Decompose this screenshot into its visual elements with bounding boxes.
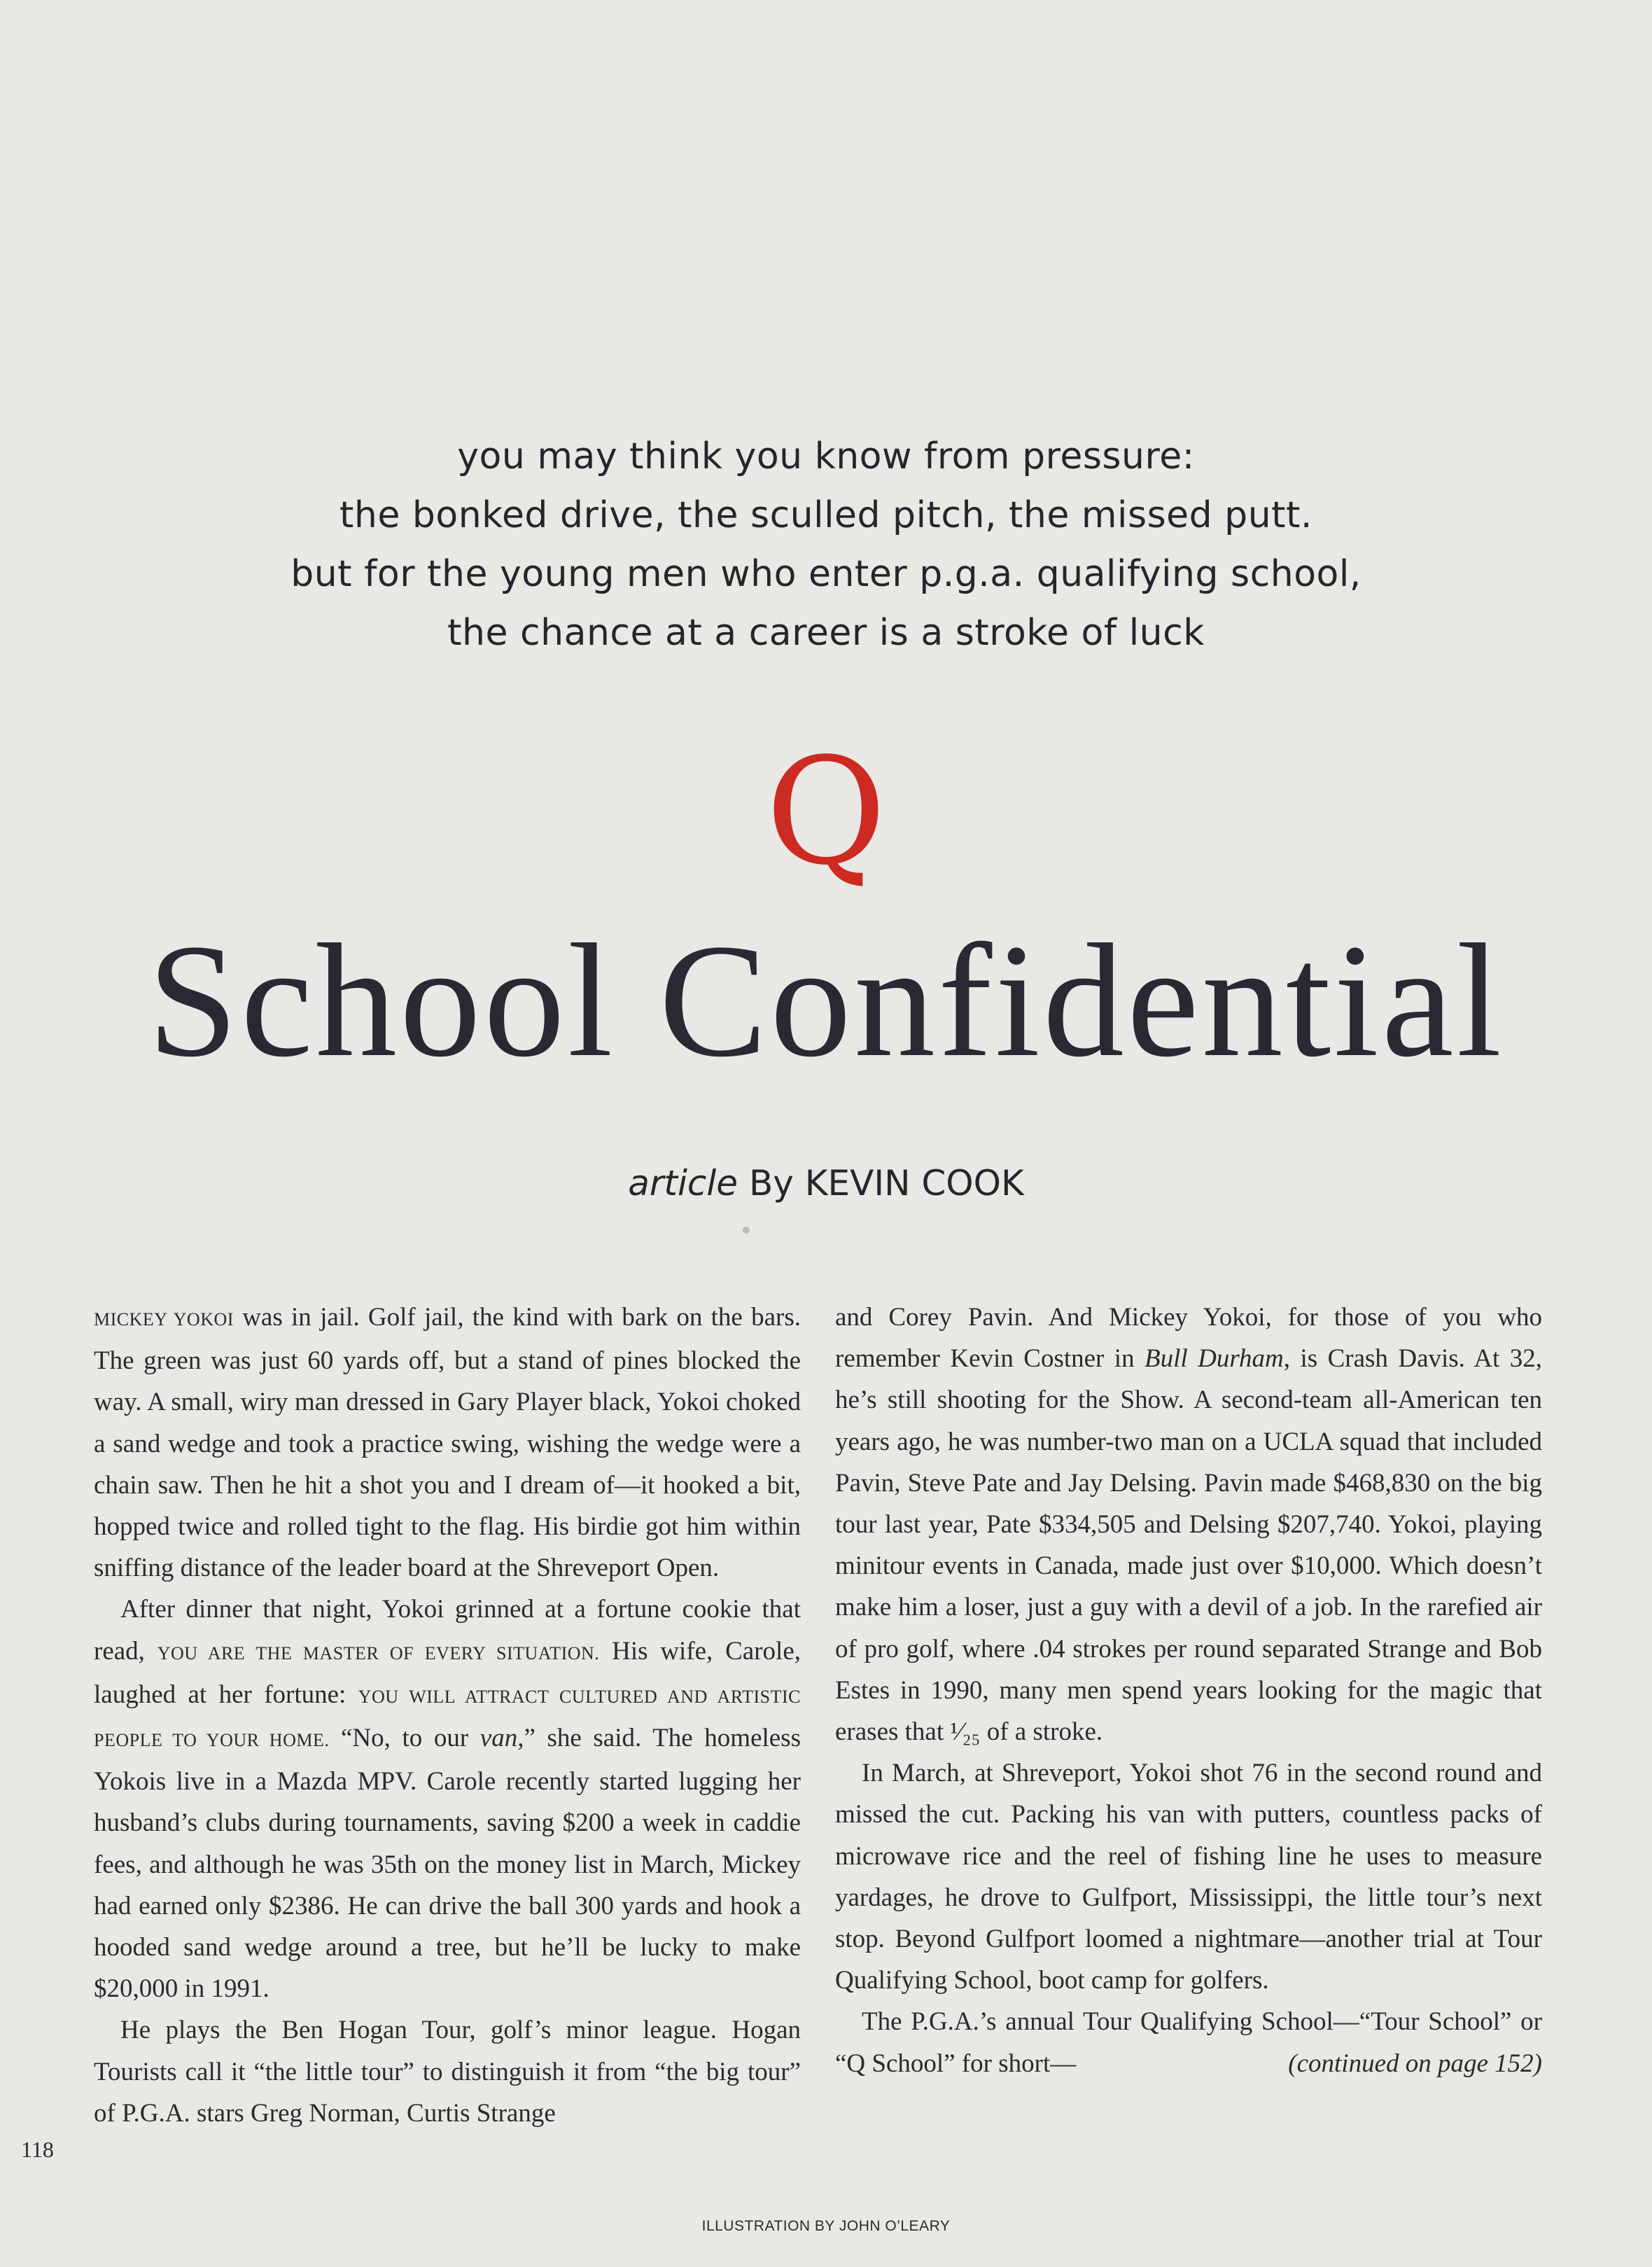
title-initial-q: Q [765,726,887,898]
continued-note: (continued on page 152) [1288,2049,1542,2078]
byline-by: By [748,1163,794,1204]
paragraph: He plays the Ben Hogan Tour, golf’s minor league. Hogan Tourists call it “the little tour” to distinguish it from “the big tour” of P.G.A. stars Greg Norman, Curtis Strange [94,2016,801,2128]
deck-line: but for the young men who enter p.g.a. qualifying school, [290,553,1362,595]
deck-line: you may think you know from pressure: [457,435,1195,477]
byline-label: article [628,1163,738,1204]
body-column-left [94,1297,801,2134]
page-number: 118 [21,2137,54,2162]
deck-line: the bonked drive, the sculled pitch, the missed putt. [340,494,1312,536]
body-column-right [835,1297,1542,2084]
lead-in-smallcaps: MICKEY YOKOI [94,1309,234,1330]
paragraph: In March, at Shreveport, Yokoi shot 76 in the second round and missed the cut. Packing his van with putters, countless packs of microwave rice and the reel of fishing line he uses to measure yardages, he drove to Gulfport, Mississippi, the little tour’s next stop. Beyond Gulfport loomed a nightmare—another trial at Tour Qualifying School, boot camp for golfers. [835,1759,1542,1995]
ornament-dot [743,1227,750,1234]
fraction: ¹⁄₂₅ [950,1717,981,1747]
paragraph: After dinner that night, Yokoi grinned at a fortune cookie that read, YOU ARE THE MASTER OF EVERY SITUATION. His wife, Carole, laughed at her fortune: YOU WILL ATTRACT CULTURED AND ARTISTIC PEOPLE TO YOUR HOME. “No, to our van,” she said. The homeless Yokois live in a Mazda MPV. Carole recently started lugging her husband’s clubs during tournaments, saving $200 a week in caddie fees, and although he was 35th on the money list in March, Mickey had earned only $2386. He can drive the ball 300 yards and hook a hooded sand wedge around a tree, but he’ll be lucky to make $20,000 in 1991. [94,1595,801,2004]
paragraph: The P.G.A.’s annual Tour Qualifying School—“Tour School” or “Q School” for short— (continued on page 152) [835,2001,1542,2084]
byline [0,1159,1652,1208]
article-title: School Confidential [147,911,1505,1091]
paragraph: and Corey Pavin. And Mickey Yokoi, for those of you who remember Kevin Costner in Bull Durham, is Crash Davis. At 32, he’s still shooting for the Show. A second-team all-American ten years ago, he was number-two man on a UCLA squad that included Pavin, Steve Pate and Jay Delsing. Pavin made $468,830 on the big tour last year, Pate $334,505 and Delsing $207,740. Yokoi, playing minitour events in Canada, made just over $10,000. Which doesn’t make him a loser, just a guy with a devil of a job. In the rarefied air of pro golf, where .04 strokes per round separated Strange and Bob Estes in 1990, many men spend years looking for the magic that erases that ¹⁄₂₅ of a stroke. [835,1303,1542,1747]
deck-subtitle [0,427,1652,662]
paragraph: MICKEY YOKOI was in jail. Golf jail, the kind with bark on the bars. The green was just 60 yards off, but a stand of pines blocked the way. A small, wiry man dressed in Gary Player black, Yokoi choked a sand wedge and took a practice swing, wishing the wedge were a chain saw. Then he hit a shot you and I dream of—it hooked a bit, hopped twice and rolled tight to the flag. His birdie got him within sniffing distance of the leader board at the Shreveport Open. [94,1303,801,1583]
fortune-smallcaps: YOU ARE THE MASTER OF EVERY SITUATION. [157,1642,600,1663]
deck-line: the chance at a career is a stroke of luck [447,612,1205,654]
byline-author: KEVIN COOK [804,1163,1024,1204]
fortune-smallcaps: YOU WILL ATTRACT CULTURED AND ARTISTIC PEOPLE TO YOUR HOME. [94,1686,801,1751]
illustration-credit: ILLUSTRATION BY JOHN O’LEARY [701,2218,951,2234]
